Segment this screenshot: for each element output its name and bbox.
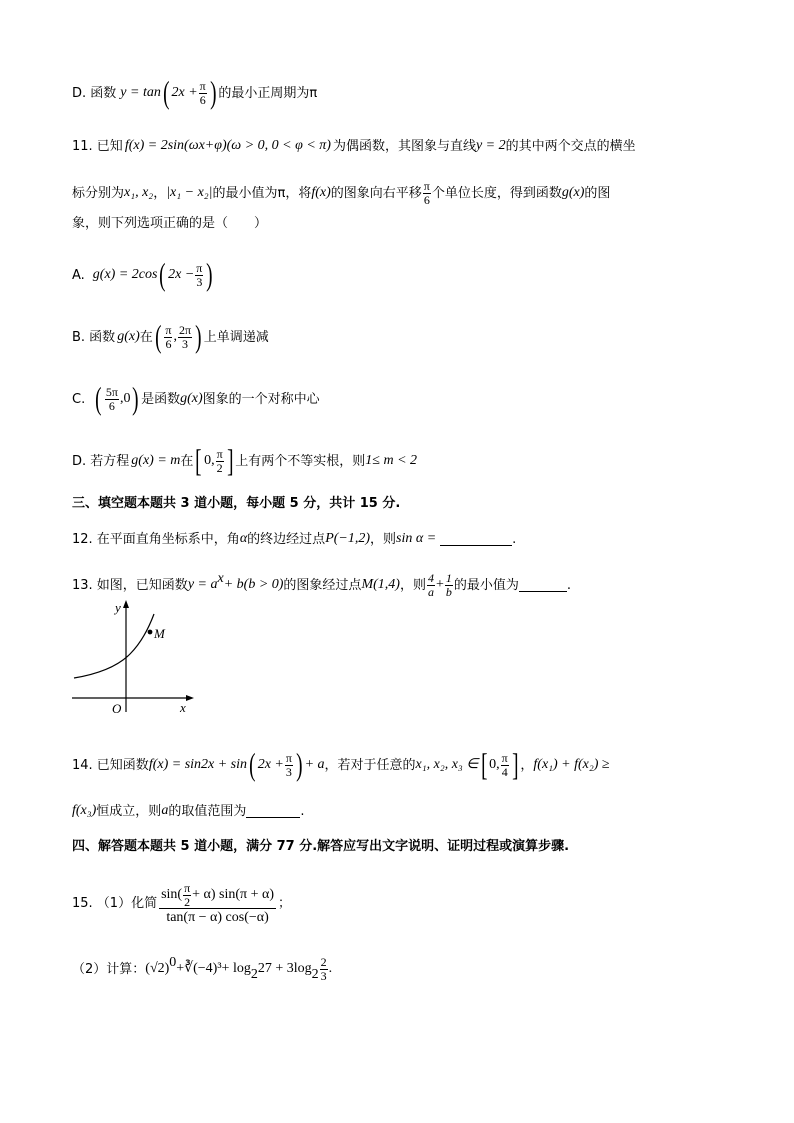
option-d-range: 1≤ m < 2	[365, 453, 418, 469]
paren-right: )	[206, 256, 213, 293]
q14-comma: ，	[520, 757, 534, 773]
paren-right: )	[132, 380, 139, 417]
paren-left: (	[95, 380, 102, 417]
section-4-heading	[72, 840, 569, 853]
fraction: $\frac{\pi}{3}$	[196, 261, 203, 289]
q11-line1	[72, 139, 636, 153]
option-b-label: B. 函数	[72, 329, 116, 345]
q15-2-log: + log	[221, 961, 251, 977]
q13-graph	[68, 600, 198, 720]
plus: +	[435, 577, 444, 593]
q14-answer-blank[interactable]	[246, 805, 300, 818]
q14-end: .	[300, 803, 305, 819]
q13-text: 13. 如图，已知函数	[72, 577, 188, 593]
q11-text4: 的最小值为π，将	[212, 185, 312, 201]
option-c-zero: ,0	[119, 391, 131, 407]
option-c-label: C.	[72, 391, 86, 407]
q15-num-rest: + α) sin(π + α)	[192, 887, 274, 903]
q12-text3: ，则	[370, 531, 397, 547]
paren-left: (	[159, 256, 166, 293]
option-c-mid: 是函数	[141, 391, 181, 407]
fraction: $\frac{2}{3}$	[320, 955, 327, 983]
q13-exponent: x	[217, 571, 224, 586]
q14-text2: ，若对于任意的	[324, 757, 416, 773]
option-d-eq: g(x) = m	[131, 453, 181, 469]
q10d-text: D. 函数	[72, 85, 117, 101]
q11-abs: |x₁ − x₂|	[166, 185, 213, 201]
q12	[72, 532, 516, 546]
q15-2-base1: 2	[250, 967, 258, 983]
q11-option-b	[72, 318, 269, 355]
q12-end: .	[512, 531, 517, 547]
q10-option-d	[72, 74, 318, 111]
q14-line1	[72, 746, 610, 783]
q11-text: 为偶函数，其图象与直线	[332, 138, 476, 154]
q11-line-eq: y = 2	[475, 138, 506, 153]
paren-right: )	[195, 318, 202, 355]
q15-part2	[72, 956, 332, 982]
q10d-suffix: 的最小正周期为π	[218, 85, 318, 101]
q15-2-mid: 27 + 3log	[257, 961, 312, 977]
fraction: $\frac{2\pi}{3}$	[178, 323, 192, 351]
q13-answer-blank[interactable]	[519, 579, 567, 592]
q13	[72, 572, 571, 598]
fraction: $\frac{5\pi}{6}$	[105, 385, 118, 413]
q11-f: f(x)	[311, 185, 331, 201]
bracket-left: [	[195, 442, 202, 479]
x-axis-arrow	[186, 695, 194, 701]
q15-2-sqrt: (√2)	[145, 961, 170, 977]
bracket-left: [	[480, 746, 488, 783]
q15-2-base2: 2	[311, 967, 319, 983]
q15-2-end: .	[328, 961, 333, 977]
paren-left: (	[154, 318, 162, 355]
q12-sin: sin α =	[396, 531, 437, 546]
q13-text3: ，则	[399, 577, 426, 593]
q10d-func: y = tan	[120, 85, 161, 101]
q11-option-d	[72, 442, 418, 479]
q15-part1	[72, 882, 291, 925]
q15-sin: sin(	[161, 887, 183, 903]
option-a-inner: 2x −	[168, 267, 195, 283]
fraction: $\frac{\pi}{2}$	[184, 881, 191, 909]
q14-inner: 2x +	[257, 757, 284, 773]
fraction: $\frac{\pi}{6}$	[199, 79, 206, 107]
fraction: $\frac{\pi}{3}$	[285, 751, 292, 779]
q11-line2	[72, 180, 610, 206]
option-a-func: g(x) = 2cos	[92, 267, 158, 283]
q11-comma: ，	[153, 185, 167, 201]
option-a-label: A.	[72, 267, 85, 283]
option-d-label: D. 若方程	[72, 453, 130, 469]
point-m	[148, 630, 153, 635]
option-c-func: g(x)	[180, 391, 203, 407]
paren-right: )	[209, 74, 217, 111]
q14-f3: f(x₃)	[72, 803, 97, 818]
bracket-right: ]	[226, 442, 234, 479]
q12-answer-blank[interactable]	[440, 533, 512, 546]
q14-plus-a: + a	[304, 757, 325, 773]
q15-end: ；	[278, 896, 292, 912]
q15-denominator: tan(π − α) cos(−α)	[166, 910, 269, 926]
q11-g: g(x)	[561, 185, 585, 201]
option-c-suffix: 图象的一个对称中心	[202, 391, 320, 407]
q13-point: M(1,4)	[361, 577, 400, 593]
q13-end: .	[566, 577, 572, 593]
q13-text4: 的最小值为	[453, 577, 519, 593]
q11-option-a	[72, 256, 215, 293]
paren-left: (	[249, 746, 256, 783]
point-m-label: M	[154, 626, 165, 641]
q12-point: P(−1,2)	[325, 531, 371, 546]
fraction: $\frac{\pi}{6}$	[423, 179, 430, 207]
q14-a: a	[161, 803, 169, 818]
q11-option-c	[72, 380, 320, 417]
option-d-mid: 上有两个不等实根，则	[235, 453, 366, 469]
q14-func: f(x) = sin2x + sin	[148, 757, 248, 773]
q11-text5: 的图象向右平移	[330, 185, 422, 201]
q15-fraction	[159, 882, 276, 925]
q13-text2: 的图象经过点	[283, 577, 362, 593]
fraction: $\frac{\pi}{6}$	[165, 323, 172, 351]
fraction: $\frac{1}{b}$	[445, 571, 452, 599]
q14-text: 14. 已知函数	[72, 757, 149, 773]
x-axis-label: x	[180, 700, 186, 715]
q14-ineq: f(x₁) + f(x₂) ≥	[533, 757, 610, 773]
option-d-in: 在	[180, 453, 194, 469]
option-b-in: 在	[139, 329, 153, 345]
q12-text2: 的终边经过点	[247, 531, 326, 547]
option-d-zero: 0,	[204, 453, 215, 469]
q13-func-rest: + b(b > 0)	[223, 577, 284, 593]
q15-numerator	[159, 882, 276, 909]
paren-right: )	[296, 746, 303, 783]
comma: ,	[173, 329, 177, 345]
q15-2-text: （2）计算：	[72, 961, 146, 977]
y-axis-label: y	[115, 600, 121, 615]
q14-xs: x₁, x₂, x₃ ∈	[415, 757, 479, 773]
q11-text7: 的图	[584, 185, 611, 201]
q13-func: y = a	[187, 577, 218, 593]
origin-label: O	[112, 701, 122, 716]
section-3-text: 三、填空题本题共 3 道小题，每小题 5 分，共计 15 分.	[72, 496, 401, 511]
q11-text8: 象，则下列选项正确的是（ ）	[72, 216, 268, 231]
q14-line2	[72, 804, 304, 818]
fraction: $\frac{4}{a}$	[427, 571, 434, 599]
plus: +	[176, 961, 185, 977]
option-b-suffix: 上单调递减	[203, 329, 269, 345]
q14-text3: 恒成立，则	[96, 803, 162, 819]
fraction: $\frac{\pi}{4}$	[501, 751, 508, 779]
q15-2-cuberoot: ∛(−4)³	[184, 961, 222, 977]
paren-left: (	[162, 74, 170, 111]
q11-xs: x₁, x₂	[124, 185, 154, 201]
q11-text3: 标分别为	[72, 185, 125, 201]
y-axis-arrow	[123, 600, 129, 608]
q12-text: 12. 在平面直角坐标系中，角	[72, 531, 240, 547]
section-4-text: 四、解答题本题共 5 道小题，满分 77 分.解答应写出文字说明、证明过程或演算步骤.	[72, 839, 570, 854]
q11-func: f(x) = 2sin(ωx+φ)(ω > 0, 0 < φ < π)	[124, 138, 331, 153]
section-3-heading	[72, 497, 400, 510]
q11-number: 11. 已知	[72, 138, 123, 154]
q11-text2: 的其中两个交点的横坐	[505, 138, 636, 154]
q14-zero: 0,	[489, 757, 500, 773]
q11-line3	[72, 217, 267, 230]
q14-text4: 的取值范围为	[168, 803, 247, 819]
option-b-func: g(x)	[117, 329, 140, 345]
q10d-inner: 2x +	[171, 85, 198, 101]
bracket-right: ]	[511, 746, 519, 783]
fraction: $\frac{\pi}{2}$	[216, 447, 223, 475]
q15-text: 15. （1）化简	[72, 896, 158, 912]
q15-2-exp0: 0	[169, 955, 177, 970]
q11-text6: 个单位长度，得到函数	[431, 185, 562, 201]
q12-alpha: α	[239, 531, 248, 546]
exp-curve	[74, 614, 154, 678]
